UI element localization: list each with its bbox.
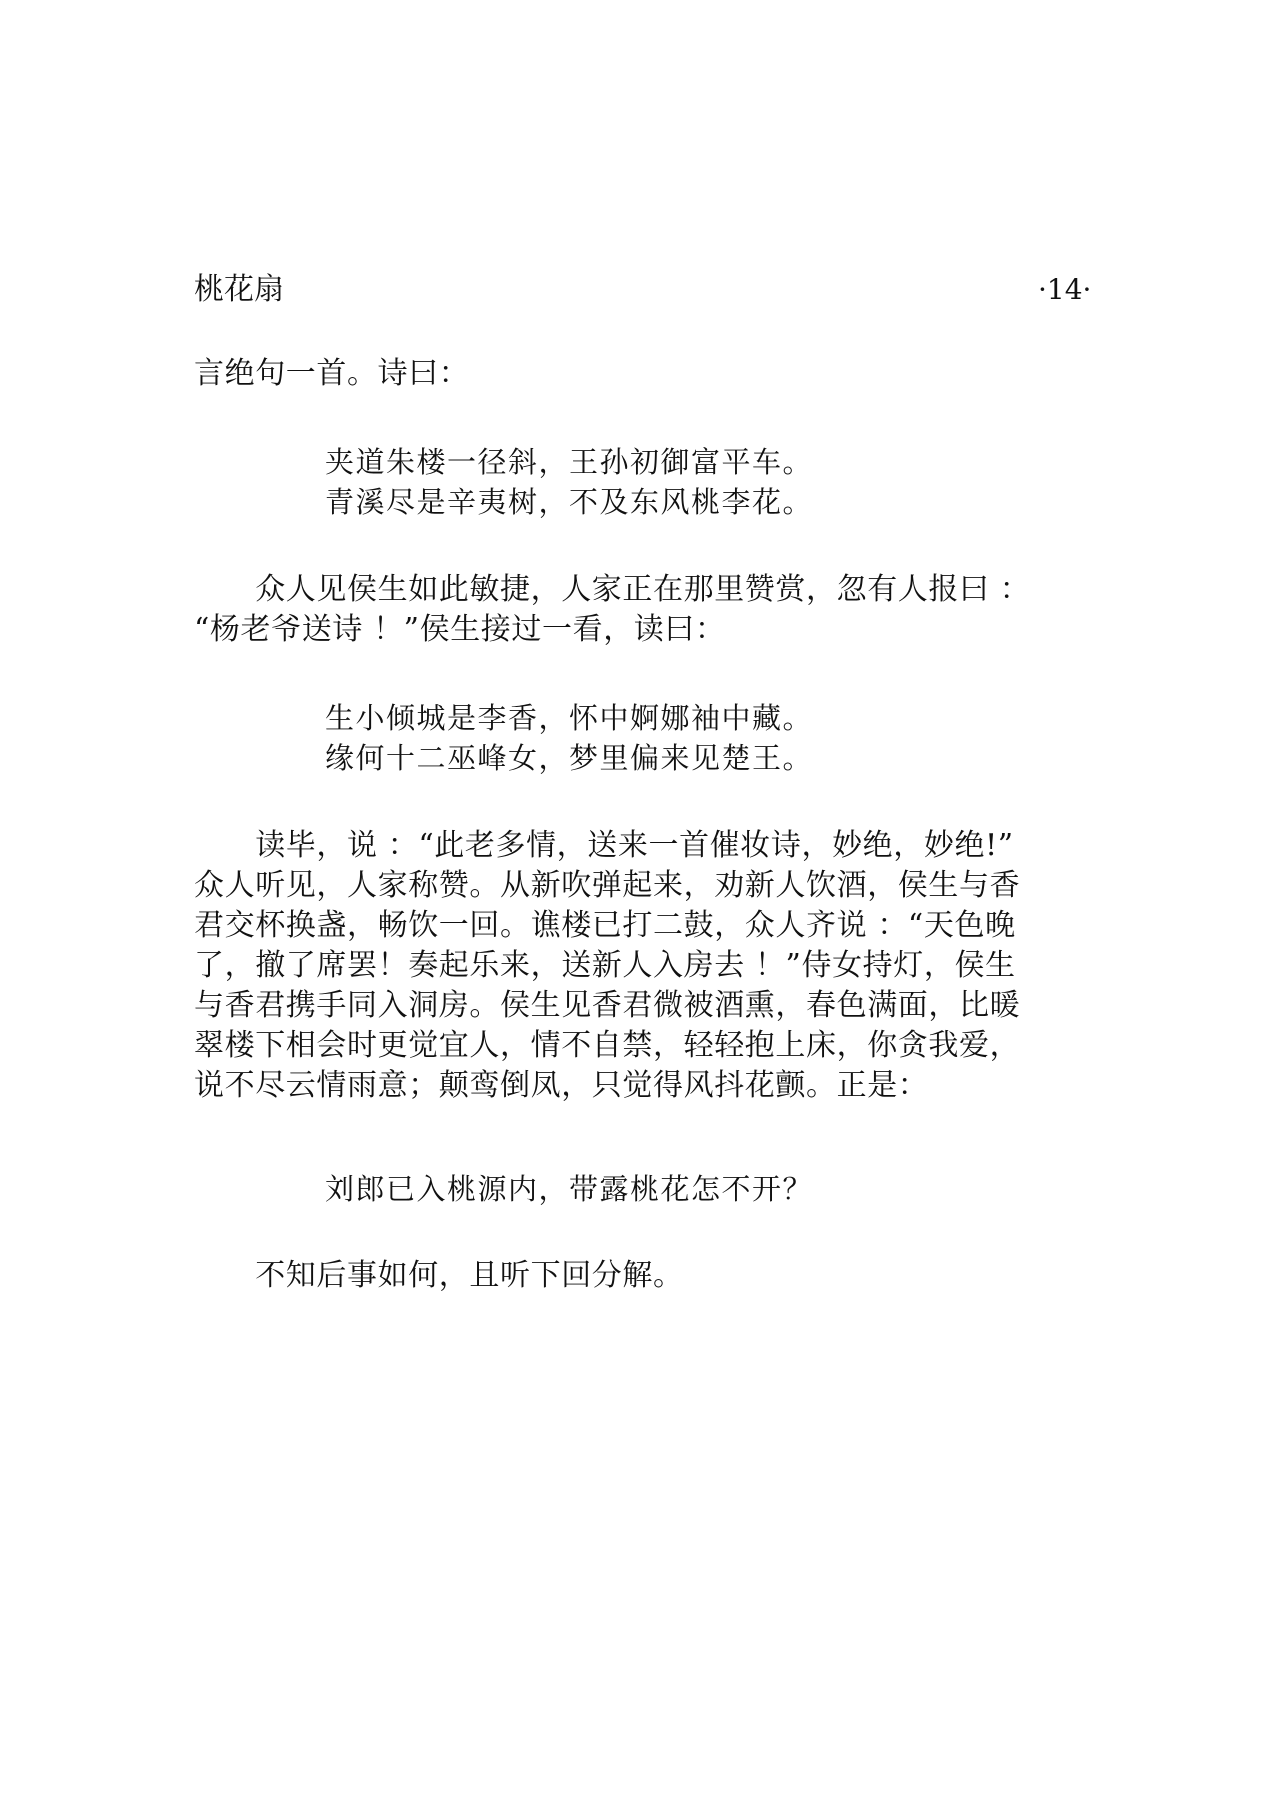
poem-line: 青溪尽是辛夷树，不及东风桃李花。 [325,485,814,519]
text-line: 说不尽云情雨意；颠鸾倒凤，只觉得风抖花颤。正是： [194,1068,929,1103]
poem-block [325,1169,1085,1209]
text-line: 与香君携手同入洞房。侯生见香君微被酒熏，春色满面，比暖 [194,988,1021,1023]
poem-line: 刘郎已入桃源内，带露桃花怎不开？ [325,1172,814,1206]
poem-block [325,442,1085,522]
body-paragraph [194,570,1094,650]
body-paragraph [194,826,1094,1106]
poem-line: 生小倾城是李香，怀中婀娜袖中藏。 [325,701,814,735]
text-line: 君交杯换盏，畅饮一回。谯楼已打二鼓，众人齐说 ：“天色晚 [194,908,1016,943]
text-line: 了，撤了席罢！奏起乐来，送新人入房去 ！”侍女持灯，侯生 [194,948,1016,983]
poem-line: 夹道朱楼一径斜，王孙初御富平车。 [325,445,814,479]
text-line: 翠楼下相会时更觉宜人，情不自禁，轻轻抱上床，你贪我爱， [194,1028,1021,1063]
text-line: 读毕，说 ：“此老多情，送来一首催妆诗，妙绝，妙绝!” [194,828,1014,863]
poem-block [325,698,1085,778]
closing-paragraph [194,1256,1094,1296]
text-line: 不知后事如何，且听下回分解。 [194,1258,684,1293]
text-line: 众人听见，人家称赞。从新吹弹起来，劝新人饮酒，侯生与香 [194,868,1021,903]
text-line: 言绝句一首。诗曰： [194,356,470,391]
intro-paragraph [194,354,1094,394]
poem-line: 缘何十二巫峰女，梦里偏来见楚王。 [325,741,814,775]
running-header-title: 桃花扇 [194,272,284,307]
page-number: ·14· [1038,273,1092,306]
text-line: “杨老爷送诗 ！”侯生接过一看，读曰： [194,612,726,647]
text-line: 众人见侯生如此敏捷，人家正在那里赞赏，忽有人报曰 ： [194,572,1031,607]
